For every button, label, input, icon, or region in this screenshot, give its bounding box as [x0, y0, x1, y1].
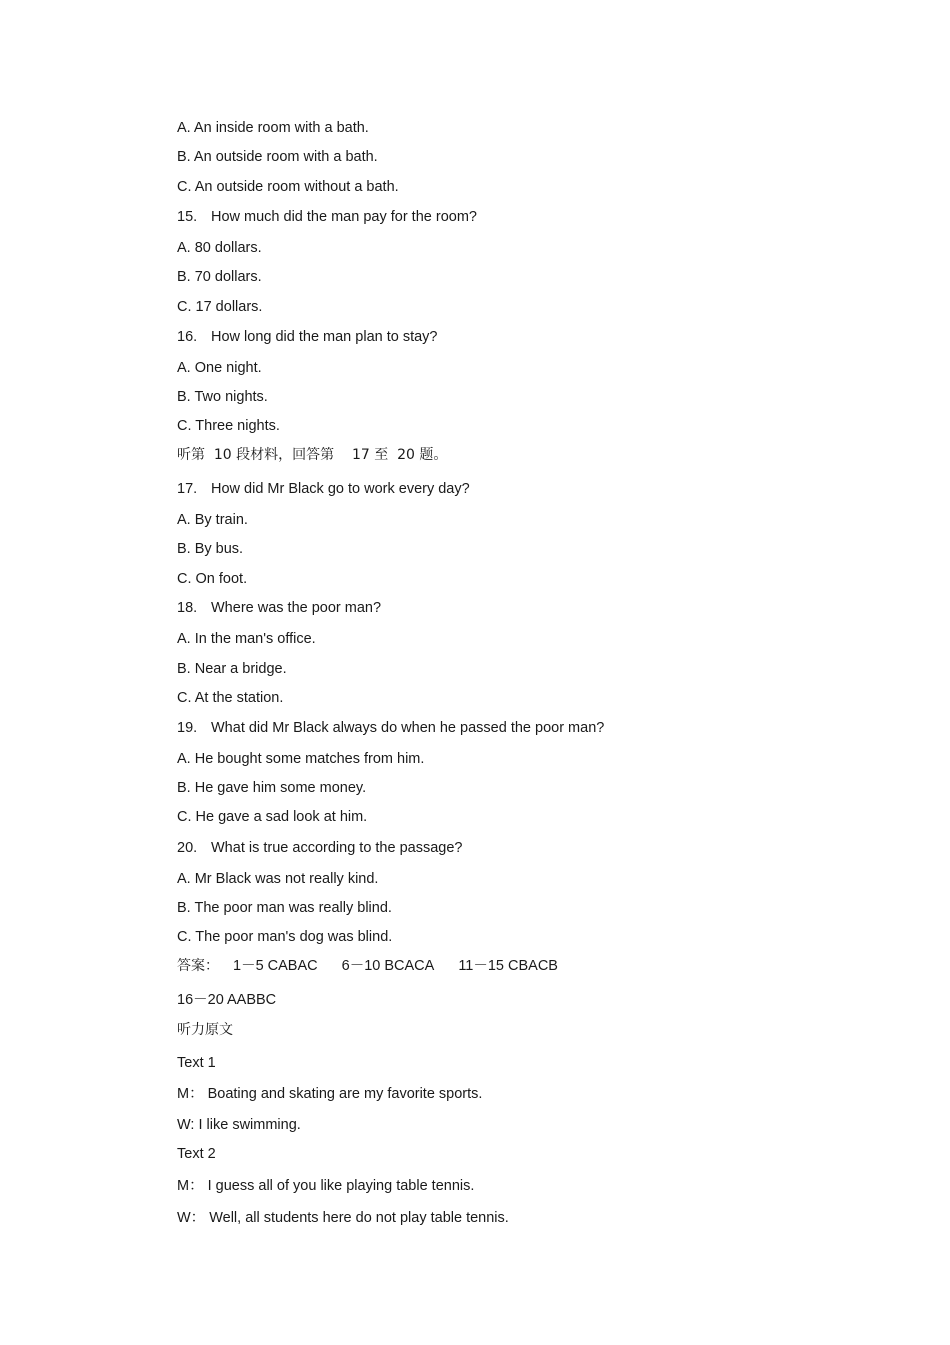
text2-woman-line: W： Well, all students here do not play table tennis. [177, 1210, 509, 1226]
q15-option-a: A. 80 dollars. [177, 240, 262, 256]
q16-option-a: A. One night. [177, 360, 262, 376]
q16-option-b: B. Two nights. [177, 389, 268, 405]
q20-option-c: C. The poor man's dog was blind. [177, 929, 393, 945]
question-18 [177, 599, 381, 617]
transcript-heading: 听力原文 [177, 1022, 233, 1038]
question-text: What is true according to the passage? [211, 840, 463, 856]
answer-group-3: 11－15 CBACB [458, 958, 558, 974]
q17-option-b: B. By bus. [177, 541, 244, 557]
question-text: How did Mr Black go to work every day? [211, 481, 470, 497]
text1-man-line: M： Boating and skating are my favorite sports. [177, 1086, 483, 1102]
q17-option-a: A. By train. [177, 512, 248, 528]
q17-option-c: C. On foot. [177, 571, 248, 587]
q18-option-b: B. Near a bridge. [177, 661, 287, 677]
q18-option-a: A. In the man's office. [177, 631, 316, 647]
text2-man-line: M： I guess all of you like playing table tennis. [177, 1178, 475, 1194]
question-17 [177, 480, 470, 498]
question-15 [177, 208, 477, 226]
question-16 [177, 328, 438, 346]
q19-option-c: C. He gave a sad look at him. [177, 809, 368, 825]
question-text: Where was the poor man? [211, 600, 382, 616]
text1-title: Text 1 [177, 1055, 216, 1071]
q16-option-c: C. Three nights. [177, 418, 280, 434]
question-text: How long did the man plan to stay? [211, 329, 438, 345]
question-number: 15. [177, 209, 198, 225]
text1-woman-line: W: I like swimming. [177, 1117, 301, 1133]
section-instruction: 听第 10 段材料，回答第 17 至 20 题。 [177, 447, 448, 463]
question-number: 20. [177, 840, 198, 856]
answer-label: 答案： [177, 958, 219, 974]
q14-option-c: C. An outside room without a bath. [177, 179, 399, 195]
question-number: 19. [177, 720, 198, 736]
question-number: 16. [177, 329, 198, 345]
q20-option-a: A. Mr Black was not really kind. [177, 871, 379, 887]
question-text: What did Mr Black always do when he passed the poor man? [211, 720, 605, 736]
question-number: 18. [177, 600, 198, 616]
answer-key [177, 957, 558, 975]
q14-option-a: A. An inside room with a bath. [177, 120, 369, 136]
question-number: 17. [177, 481, 198, 497]
q14-option-b: B. An outside room with a bath. [177, 149, 378, 165]
q18-option-c: C. At the station. [177, 690, 284, 706]
q19-option-b: B. He gave him some money. [177, 780, 367, 796]
q15-option-c: C. 17 dollars. [177, 299, 263, 315]
text2-title: Text 2 [177, 1146, 216, 1162]
answer-group-1: 1－5 CABAC [233, 958, 318, 974]
question-20 [177, 839, 462, 857]
q19-option-a: A. He bought some matches from him. [177, 751, 425, 767]
question-text: How much did the man pay for the room? [211, 209, 477, 225]
question-19 [177, 719, 604, 737]
answer-group-4: 16－20 AABBC [177, 992, 277, 1008]
answer-group-2: 6－10 BCACA [341, 958, 435, 974]
q15-option-b: B. 70 dollars. [177, 269, 262, 285]
q20-option-b: B. The poor man was really blind. [177, 900, 392, 916]
